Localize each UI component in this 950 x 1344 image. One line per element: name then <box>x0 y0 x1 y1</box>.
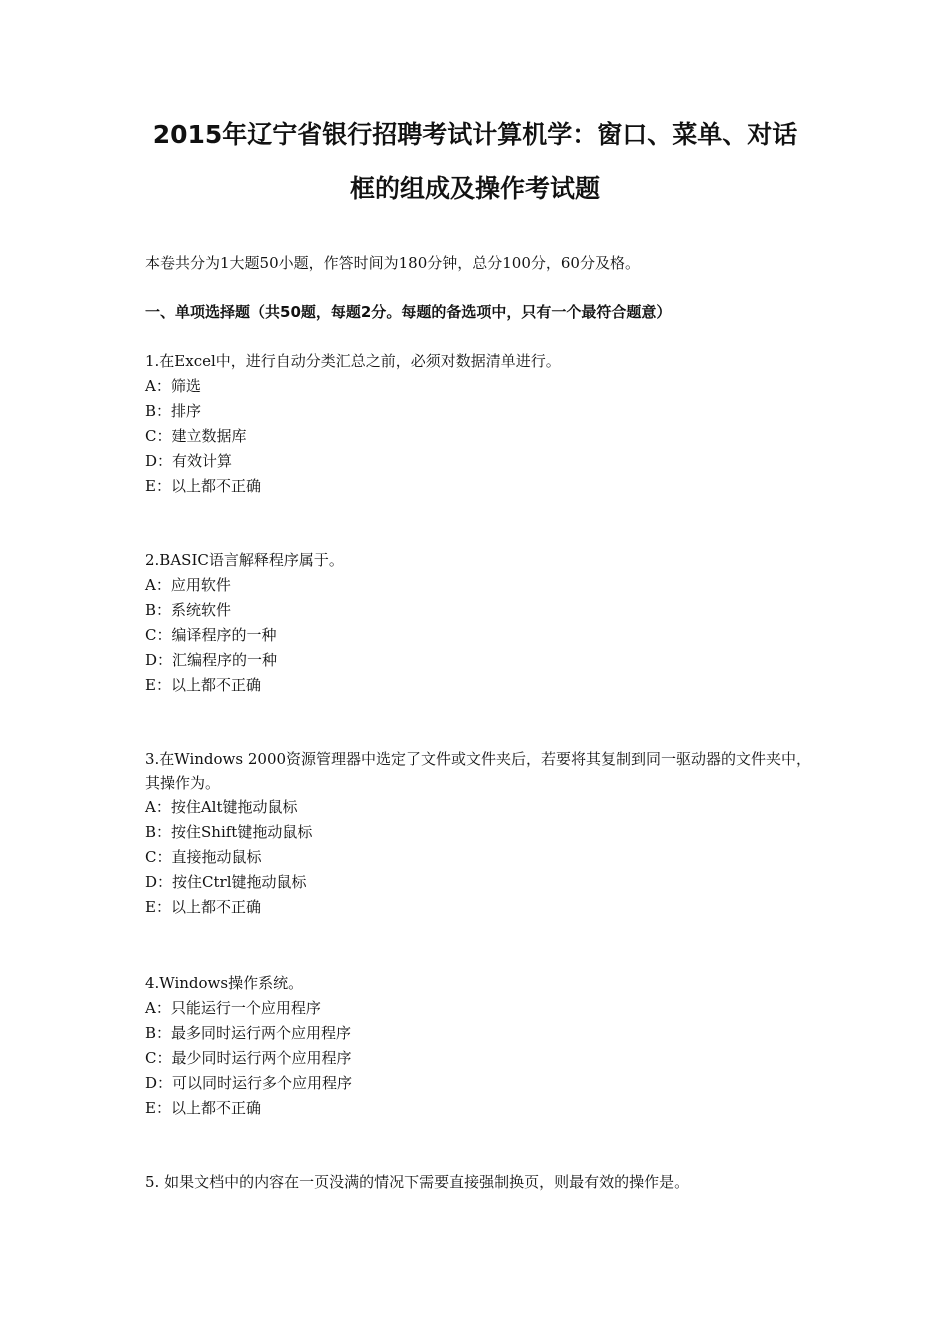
option-a: A：只能运行一个应用程序 <box>145 999 321 1017</box>
option-d: D：按住Ctrl键拖动鼠标 <box>145 873 307 891</box>
document-title-line-1: 2015年辽宁省银行招聘考试计算机学：窗口、菜单、对话 <box>152 120 798 149</box>
option-d: D：有效计算 <box>145 452 233 470</box>
option-b: B：最多同时运行两个应用程序 <box>145 1024 352 1042</box>
section-heading: 一、单项选择题（共50题，每题2分。每题的备选项中，只有一个最符合题意） <box>145 303 672 321</box>
question-5 <box>145 1170 825 1195</box>
option-e: E：以上都不正确 <box>145 898 261 916</box>
question-stem: 1.在Excel中，进行自动分类汇总之前，必须对数据清单进行。 <box>145 352 561 370</box>
option-b: B：排序 <box>145 402 202 420</box>
option-c: C：建立数据库 <box>145 427 247 445</box>
option-b: B：系统软件 <box>145 601 232 619</box>
option-d: D：汇编程序的一种 <box>145 651 278 669</box>
question-2 <box>145 548 825 698</box>
option-c: C：直接拖动鼠标 <box>145 848 262 866</box>
option-a: A：筛选 <box>145 377 201 395</box>
option-e: E：以上都不正确 <box>145 477 261 495</box>
option-a: A：应用软件 <box>145 576 231 594</box>
option-d: D：可以同时运行多个应用程序 <box>145 1074 353 1092</box>
question-stem: 5. 如果文档中的内容在一页没满的情况下需要直接强制换页，则最有效的操作是。 <box>145 1173 690 1191</box>
question-4 <box>145 971 825 1121</box>
question-stem: 2.BASIC语言解释程序属于。 <box>145 551 344 569</box>
question-stem: 3.在Windows 2000资源管理器中选定了文件或文件夹后，若要将其复制到同一驱动器的文件夹中，其操作为。 <box>145 750 812 792</box>
exam-instructions: 本卷共分为1大题50小题，作答时间为180分钟，总分100分，60分及格。 <box>145 254 640 272</box>
question-3 <box>145 747 825 920</box>
option-e: E：以上都不正确 <box>145 1099 261 1117</box>
option-a: A：按住Alt键拖动鼠标 <box>145 798 298 816</box>
option-e: E：以上都不正确 <box>145 676 261 694</box>
option-b: B：按住Shift键拖动鼠标 <box>145 823 313 841</box>
document-title-line-2: 框的组成及操作考试题 <box>349 174 600 203</box>
option-c: C：最少同时运行两个应用程序 <box>145 1049 352 1067</box>
question-1 <box>145 349 825 499</box>
question-stem: 4.Windows操作系统。 <box>145 974 304 992</box>
option-c: C：编译程序的一种 <box>145 626 277 644</box>
